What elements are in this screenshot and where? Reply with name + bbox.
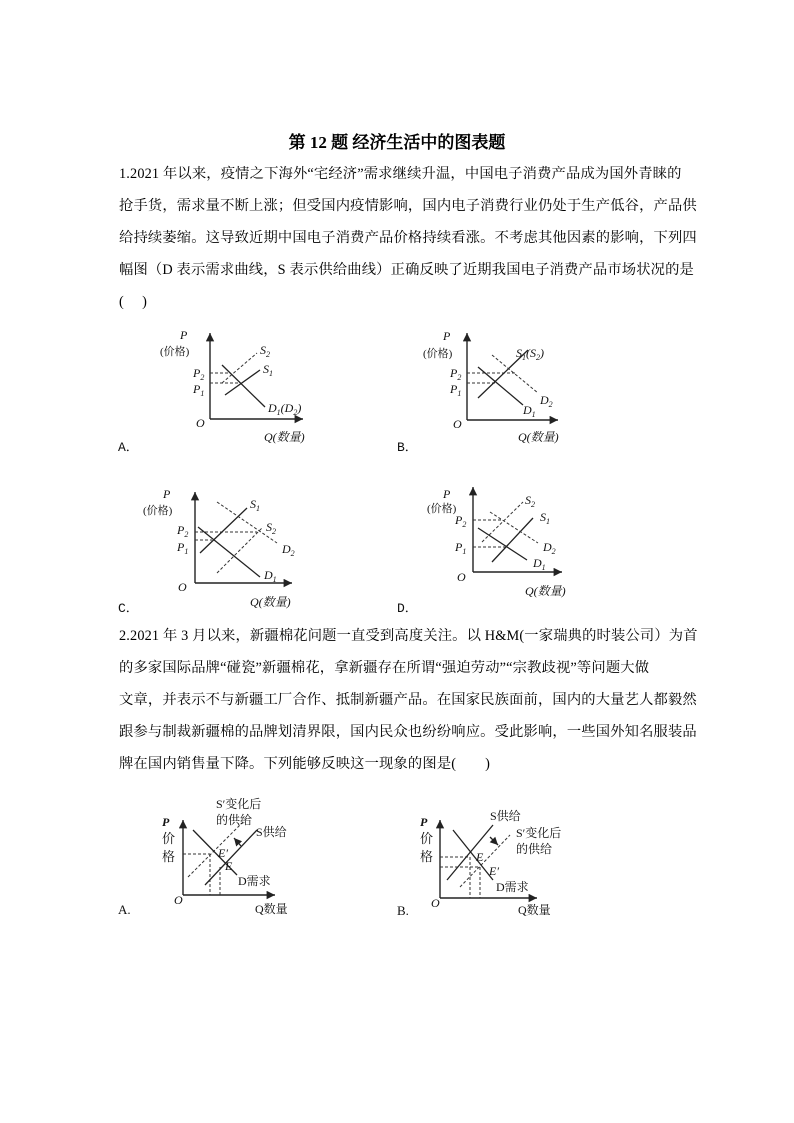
s-new-label-2: 的供给 bbox=[516, 842, 553, 856]
s1-s2-label: $S_1(S_2)$ bbox=[516, 346, 544, 362]
q1-diagram-c bbox=[118, 487, 295, 616]
s2-label: $S_2$ bbox=[260, 343, 270, 359]
q2-text-line: 2.2021 年 3 月以来，新疆棉花问题一直受到高度关注。以 H&M(一家瑞典的时装公司）为首 bbox=[119, 628, 698, 644]
origin-label: O bbox=[431, 896, 440, 910]
option-c-label: C． bbox=[118, 601, 139, 616]
origin-label: O bbox=[174, 893, 183, 907]
price-label-1: 价 bbox=[420, 831, 434, 846]
shift-arrow bbox=[234, 838, 241, 846]
p-label: P bbox=[163, 487, 171, 501]
q1-text-line: ( ) bbox=[119, 294, 147, 310]
price-label: (价格) bbox=[423, 348, 453, 360]
price-label: (价格) bbox=[160, 346, 190, 358]
q1-diagram-d bbox=[397, 487, 566, 616]
d1-label: $D_1$ bbox=[523, 403, 536, 419]
e-label: E bbox=[476, 850, 484, 864]
e-label: E bbox=[225, 859, 233, 873]
d2-label: $D_2$ bbox=[540, 393, 553, 409]
s-new-label: S′变化后 bbox=[516, 826, 562, 840]
e-new-label: E′ bbox=[218, 846, 228, 860]
option-b-label: B. bbox=[397, 903, 409, 918]
q1-text-line: 1.2021 年以来，疫情之下海外“宅经济”需求继续升温，中国电子消费产品成为国外青睐的 bbox=[119, 166, 682, 182]
q2-diagram-a bbox=[118, 796, 288, 917]
q1-text-line: 幅图（D 表示需求曲线，S 表示供给曲线）正确反映了近期我国电子消费产品市场状况的是 bbox=[119, 262, 695, 278]
s2-curve bbox=[217, 527, 263, 573]
s-new-label: S′变化后 bbox=[216, 797, 262, 811]
p1-label: $P_1$ bbox=[450, 382, 462, 398]
price-label: (价格) bbox=[143, 505, 173, 517]
p2-label: $P_2$ bbox=[455, 513, 467, 529]
s-label: S供给 bbox=[490, 809, 521, 823]
s2-curve bbox=[222, 353, 257, 383]
p-label: P bbox=[443, 487, 451, 501]
s1-curve bbox=[200, 508, 247, 553]
origin-label: O bbox=[178, 580, 187, 594]
q-label: Q数量 bbox=[518, 903, 551, 917]
p1-label: $P_1$ bbox=[193, 382, 205, 398]
option-a-label: A. bbox=[118, 902, 131, 917]
q2-text-line: 跟参与制裁新疆棉的品牌划清界限，国内民众也纷纷响应。受此影响，一些国外知名服装品 bbox=[119, 724, 697, 740]
d-label: D需求 bbox=[496, 880, 529, 894]
d1-label: $D_1$ bbox=[533, 556, 546, 572]
p-label: P bbox=[420, 815, 428, 829]
s1-label: $S_1$ bbox=[250, 497, 260, 513]
q1-diagram-b bbox=[397, 329, 559, 455]
e-new-label: E′ bbox=[489, 864, 499, 878]
s-new-label-2: 的供给 bbox=[216, 813, 253, 827]
q-label: Q数量 bbox=[255, 902, 288, 916]
d2-label: $D_2$ bbox=[543, 540, 556, 556]
price-label: (价格) bbox=[427, 503, 457, 515]
origin-label: O bbox=[196, 416, 205, 430]
s2-label: $S_2$ bbox=[525, 493, 535, 509]
origin-label: O bbox=[453, 417, 462, 431]
p-label: P bbox=[162, 815, 170, 829]
option-a-label: A． bbox=[118, 440, 139, 455]
price-label-2: 格 bbox=[420, 849, 434, 864]
d1-label: $D_1$ bbox=[264, 568, 277, 584]
d-curve bbox=[453, 830, 493, 880]
s-label: S供给 bbox=[256, 825, 287, 839]
s1-label: $S_1$ bbox=[540, 510, 550, 526]
s1-label: $S_1$ bbox=[263, 362, 273, 378]
s1-curve bbox=[492, 518, 533, 562]
q2-diagram-b bbox=[397, 808, 561, 918]
q2-text-line: 牌在国内销售量下降。下列能够反映这一现象的图是( ) bbox=[119, 756, 490, 772]
q1-text-line: 给持续萎缩。这导致近期中国电子消费产品价格持续看涨。不考虑其他因素的影响，下列四 bbox=[119, 230, 697, 246]
q-label: Q(数量) bbox=[250, 595, 291, 609]
p2-label: $P_2$ bbox=[193, 366, 205, 382]
q-label: Q(数量) bbox=[264, 430, 305, 444]
q2-text-line: 的多家国际品牌“碰瓷”新疆棉花，拿新疆存在所谓“强迫劳动”“宗教歧视”等问题大做 bbox=[119, 660, 650, 676]
p1-label: $P_1$ bbox=[455, 540, 467, 556]
d1-curve bbox=[198, 527, 260, 577]
d1-curve bbox=[478, 367, 523, 405]
d2-label: $D_2$ bbox=[282, 542, 295, 558]
d2-curve bbox=[492, 355, 538, 393]
d1-d2-label: $D_1(D_2)$ bbox=[268, 401, 302, 417]
q-label: Q(数量) bbox=[518, 430, 559, 444]
q2-text-line: 文章，并表示不与新疆工厂合作、抵制新疆产品。在国家民族面前，国内的大量艺人都毅然 bbox=[119, 692, 697, 708]
q1-diagram-a bbox=[118, 328, 305, 455]
option-b-label: B． bbox=[397, 440, 418, 455]
price-label-2: 格 bbox=[162, 849, 176, 864]
shift-arrow bbox=[490, 837, 498, 845]
s2-label: $S_2$ bbox=[266, 520, 276, 536]
q-label: Q(数量) bbox=[525, 584, 566, 598]
p2-label: $P_2$ bbox=[177, 523, 189, 539]
p-label: P bbox=[443, 329, 451, 343]
price-label-1: 价 bbox=[162, 831, 176, 846]
d-label: D需求 bbox=[238, 874, 271, 888]
option-d-label: D． bbox=[397, 601, 418, 616]
origin-label: O bbox=[457, 570, 466, 584]
p1-label: $P_1$ bbox=[177, 540, 189, 556]
page-title: 第 12 题 经济生活中的图表题 bbox=[288, 133, 506, 152]
q1-text-line: 抢手货，需求量不断上涨；但受国内疫情影响，国内电子消费行业仍处于生产低谷，产品供 bbox=[119, 198, 697, 214]
p2-label: $P_2$ bbox=[450, 366, 462, 382]
p-label: P bbox=[180, 328, 188, 342]
